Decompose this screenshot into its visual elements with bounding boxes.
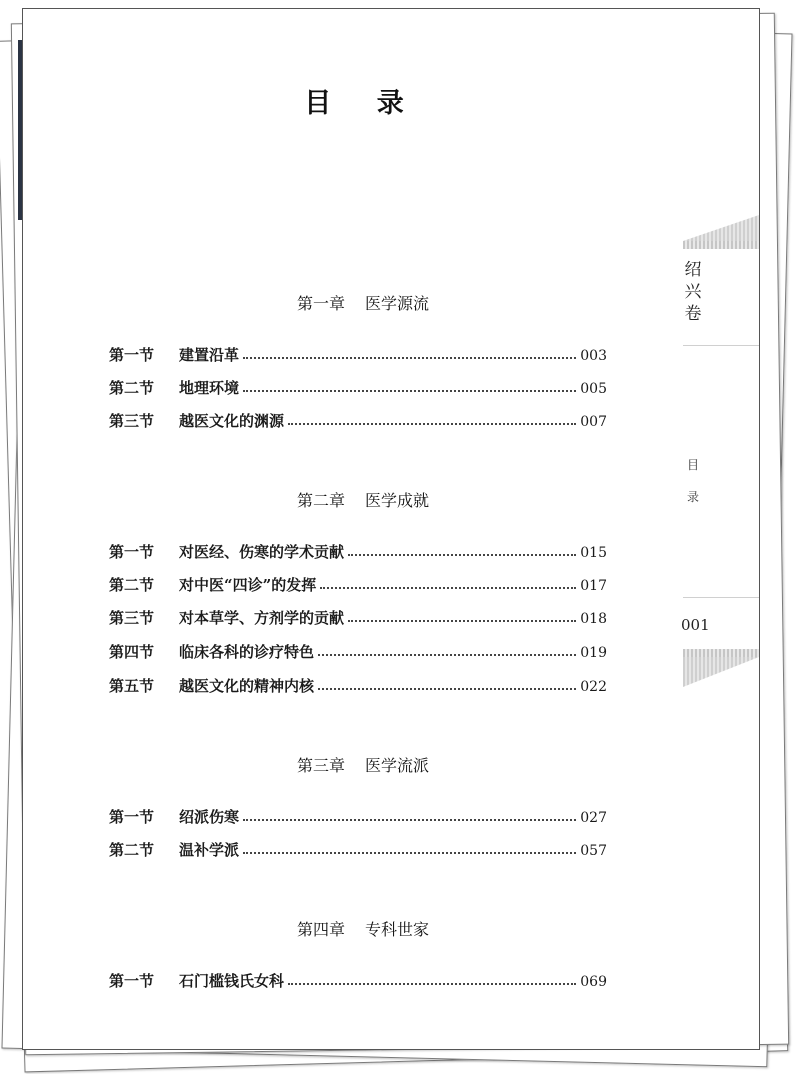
divider [683,345,759,346]
page-number: 007 [580,414,607,430]
volume-label: 绍 兴 卷 [684,260,702,324]
decorative-band [683,241,759,249]
leader-dots [348,620,576,622]
section-number: 第二节 [109,379,155,397]
leader-dots [243,852,576,854]
divider [683,597,759,598]
toc-entry[interactable] [109,641,607,663]
toc-page [22,8,760,1050]
section-title: 温补学派 [179,841,240,859]
section-number: 第二节 [109,841,155,859]
toc-entry[interactable] [109,970,607,992]
page-number: 005 [580,381,607,397]
toc-entry[interactable] [109,344,607,366]
decorative-wedge [683,215,759,241]
toc-entry[interactable] [109,541,607,563]
leader-dots [288,423,576,425]
toc-entry[interactable] [109,839,607,861]
chapter-label: 第一章 [296,294,345,313]
leader-dots [318,654,576,656]
chapter-name: 医学流派 [365,756,430,775]
section-title: 建置沿革 [179,346,240,364]
chapter-heading [23,917,703,940]
section-title: 地理环境 [179,379,240,397]
leader-dots [243,819,576,821]
section-number: 第一节 [109,346,155,364]
section-title: 临床各科的诊疗特色 [179,643,315,661]
leader-dots [243,357,576,359]
toc-entry[interactable] [109,574,607,596]
chapter-label: 第四章 [296,920,345,939]
folio-number: 001 [681,616,710,634]
page-number: 027 [580,810,607,826]
chapter-heading [23,753,703,776]
page-number: 069 [580,974,607,990]
section-number: 第三节 [109,609,155,627]
leader-dots [288,983,576,985]
page-number: 019 [580,645,607,661]
chapter-name: 医学成就 [365,491,430,510]
section-title: 对中医“四诊”的发挥 [179,576,317,594]
section-number: 第一节 [109,543,155,561]
running-section-label: 目 录 [686,458,699,504]
page-number: 003 [580,348,607,364]
leader-dots [243,390,576,392]
chapter-heading [23,488,703,511]
section-title: 越医文化的精神内核 [179,677,315,695]
section-title: 绍派伤寒 [179,808,240,826]
decorative-band [683,649,759,657]
section-number: 第四节 [109,643,155,661]
toc-entry[interactable] [109,410,607,432]
chapter-label: 第二章 [296,491,345,510]
leader-dots [318,688,576,690]
section-number: 第一节 [109,972,155,990]
toc-entry[interactable] [109,675,607,697]
page-number: 018 [580,611,607,627]
leader-dots [320,587,576,589]
chapter-label: 第三章 [296,756,345,775]
section-title: 石门槛钱氏女科 [179,972,285,990]
section-number: 第二节 [109,576,155,594]
section-title: 对医经、伤寒的学术贡献 [179,543,345,561]
chapter-name: 医学源流 [365,294,430,313]
page-number: 017 [580,578,607,594]
section-number: 第三节 [109,412,155,430]
section-number: 第五节 [109,677,155,695]
decorative-wedge [683,657,759,687]
page-title: 目 录 [304,88,422,119]
chapter-name: 专科世家 [365,920,430,939]
section-number: 第一节 [109,808,155,826]
page-number: 022 [580,679,607,695]
side-tab [683,9,759,1049]
page-number: 015 [580,545,607,561]
section-title: 对本草学、方剂学的贡献 [179,609,345,627]
page-number: 057 [580,843,607,859]
toc-entry[interactable] [109,377,607,399]
chapter-heading [23,291,703,314]
leader-dots [348,554,576,556]
toc-entry[interactable] [109,607,607,629]
section-title: 越医文化的渊源 [179,412,285,430]
toc-entry[interactable] [109,806,607,828]
